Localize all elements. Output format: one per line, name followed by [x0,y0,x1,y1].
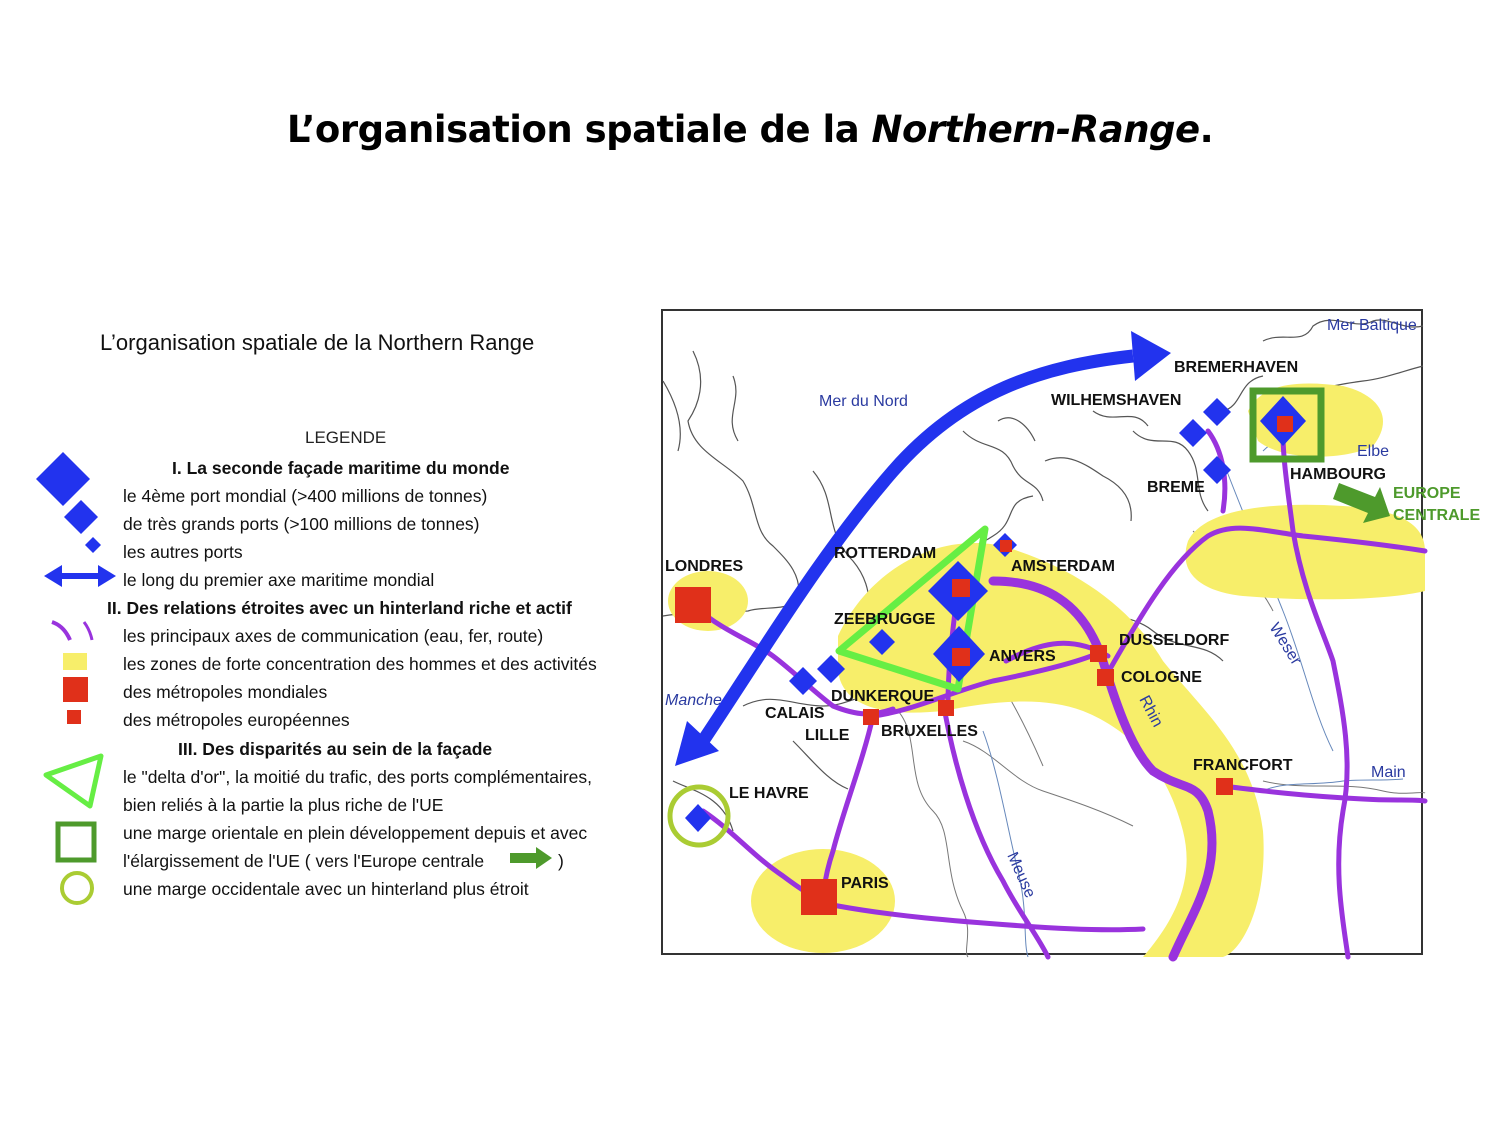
label-bremerhaven: BREMERHAVEN [1174,359,1299,376]
label-manche: Manche [665,692,722,709]
slide-title-italic: Northern-Range [871,108,1200,151]
label-mer-du-nord: Mer du Nord [819,393,908,410]
legend-marge-occidentale-icon [62,873,92,903]
label-calais: CALAIS [765,705,825,722]
legend-section-1: I. La seconde façade maritime du monde [172,458,510,478]
legend-metro-mondiale-icon [63,677,88,702]
legend-item-metro-mondiales: des métropoles mondiales [123,682,328,702]
legend-europe-centrale-arrow-icon [510,847,552,869]
label-francfort: FRANCFORT [1193,757,1293,774]
legend-axe-maritime-icon [44,565,116,587]
label-europe-centrale-1: EUROPE [1393,485,1461,502]
legend-item-port-mondial: le 4ème port mondial (>400 millions de tonnes) [123,486,488,506]
label-elbe: Elbe [1357,443,1390,460]
label-le-havre: LE HAVRE [729,785,809,802]
slide-title-text: L’organisation spatiale de la [286,108,872,151]
legend-autre-port-icon [85,537,101,553]
metro-hambourg-icon [1277,416,1293,432]
metro-bruxelles-icon [938,700,954,716]
label-anvers: ANVERS [989,648,1056,665]
label-dusseldorf: DUSSELDORF [1119,632,1230,649]
label-main: Main [1371,764,1406,781]
slide-title-end: . [1199,108,1214,151]
legend-symbols [0,0,640,1125]
port-le-havre-icon [685,804,711,832]
legend-delta-icon [46,756,101,806]
legend-section-2: II. Des relations étroites avec un hinterland riche et actif [107,598,572,618]
legend-item-marge-orientale-2: l'élargissement de l'UE ( vers l'Europe centrale [123,851,485,871]
label-bruxelles: BRUXELLES [881,723,978,740]
metro-rotterdam-icon [952,579,970,597]
legend-marge-orientale-icon [58,824,94,860]
legend-zone-icon [63,653,87,670]
label-breme: BREME [1147,479,1205,496]
label-mer-baltique: Mer Baltique [1327,317,1417,334]
metro-cologne-icon [1097,669,1114,686]
legend-heading: LEGENDE [305,428,387,447]
label-weser: Weser [1265,620,1305,669]
axe-maritime-arrow-north-icon [1131,331,1171,381]
metro-paris-icon [801,879,837,915]
map [661,309,1481,955]
legend-item-delta-2: bien reliés à la partie la plus riche de l'UE [123,795,444,815]
label-amsterdam: AMSTERDAM [1011,558,1115,575]
legend-metro-europeenne-icon [67,710,81,724]
legend-item-autres-ports: les autres ports [123,542,243,562]
label-meuse: Meuse [1003,849,1039,901]
label-rotterdam: ROTTERDAM [834,545,937,562]
metro-anvers-icon [952,648,970,666]
label-londres: LONDRES [665,558,744,575]
metro-lille-icon [863,709,879,725]
legend-item-metro-europeennes: des métropoles européennes [123,710,350,730]
legend [0,0,640,1125]
legend-title: L’organisation spatiale de la Northern Range [100,330,535,355]
label-lille: LILLE [805,727,850,744]
label-rhin: Rhin [1135,692,1166,730]
metro-londres-icon [675,587,711,623]
legend-port-mondial-icon [36,452,90,506]
legend-section-3: III. Des disparités au sein de la façade [178,739,493,759]
legend-item-axes-comm: les principaux axes de communication (eau, fer, route) [123,626,544,646]
legend-item-marge-occidentale: une marge occidentale avec un hinterland plus étroit [123,879,529,899]
legend-item-grands-ports: de très grands ports (>100 millions de tonnes) [123,514,480,534]
legend-grand-port-icon [64,500,98,534]
label-hambourg: HAMBOURG [1290,466,1386,483]
legend-item-axe-maritime: le long du premier axe maritime mondial [123,570,435,590]
label-cologne: COLOGNE [1121,669,1202,686]
legend-item-zones: les zones de forte concentration des hommes et des activités [123,654,597,674]
legend-axes-comm-icon [52,622,92,640]
label-zeebrugge: ZEEBRUGGE [834,611,936,628]
map-canvas [663,311,1481,957]
label-paris: PARIS [841,875,889,892]
metro-francfort-icon [1216,778,1233,795]
port-bremerhaven-icon [1203,398,1231,426]
label-europe-centrale-2: CENTRALE [1393,507,1481,524]
legend-item-marge-orientale-1: une marge orientale en plein développement depuis et avec [123,823,588,843]
metro-dusseldorf-icon [1090,645,1107,662]
label-wilhemshaven: WILHEMSHAVEN [1051,392,1182,409]
metro-amsterdam-icon [1000,540,1012,552]
port-wilhemshaven-icon [1179,419,1207,447]
legend-item-marge-orientale-end: ) [558,851,564,871]
legend-item-delta-1: le "delta d'or", la moitié du trafic, des ports complémentaires, [123,767,593,787]
label-dunkerque: DUNKERQUE [831,688,935,705]
